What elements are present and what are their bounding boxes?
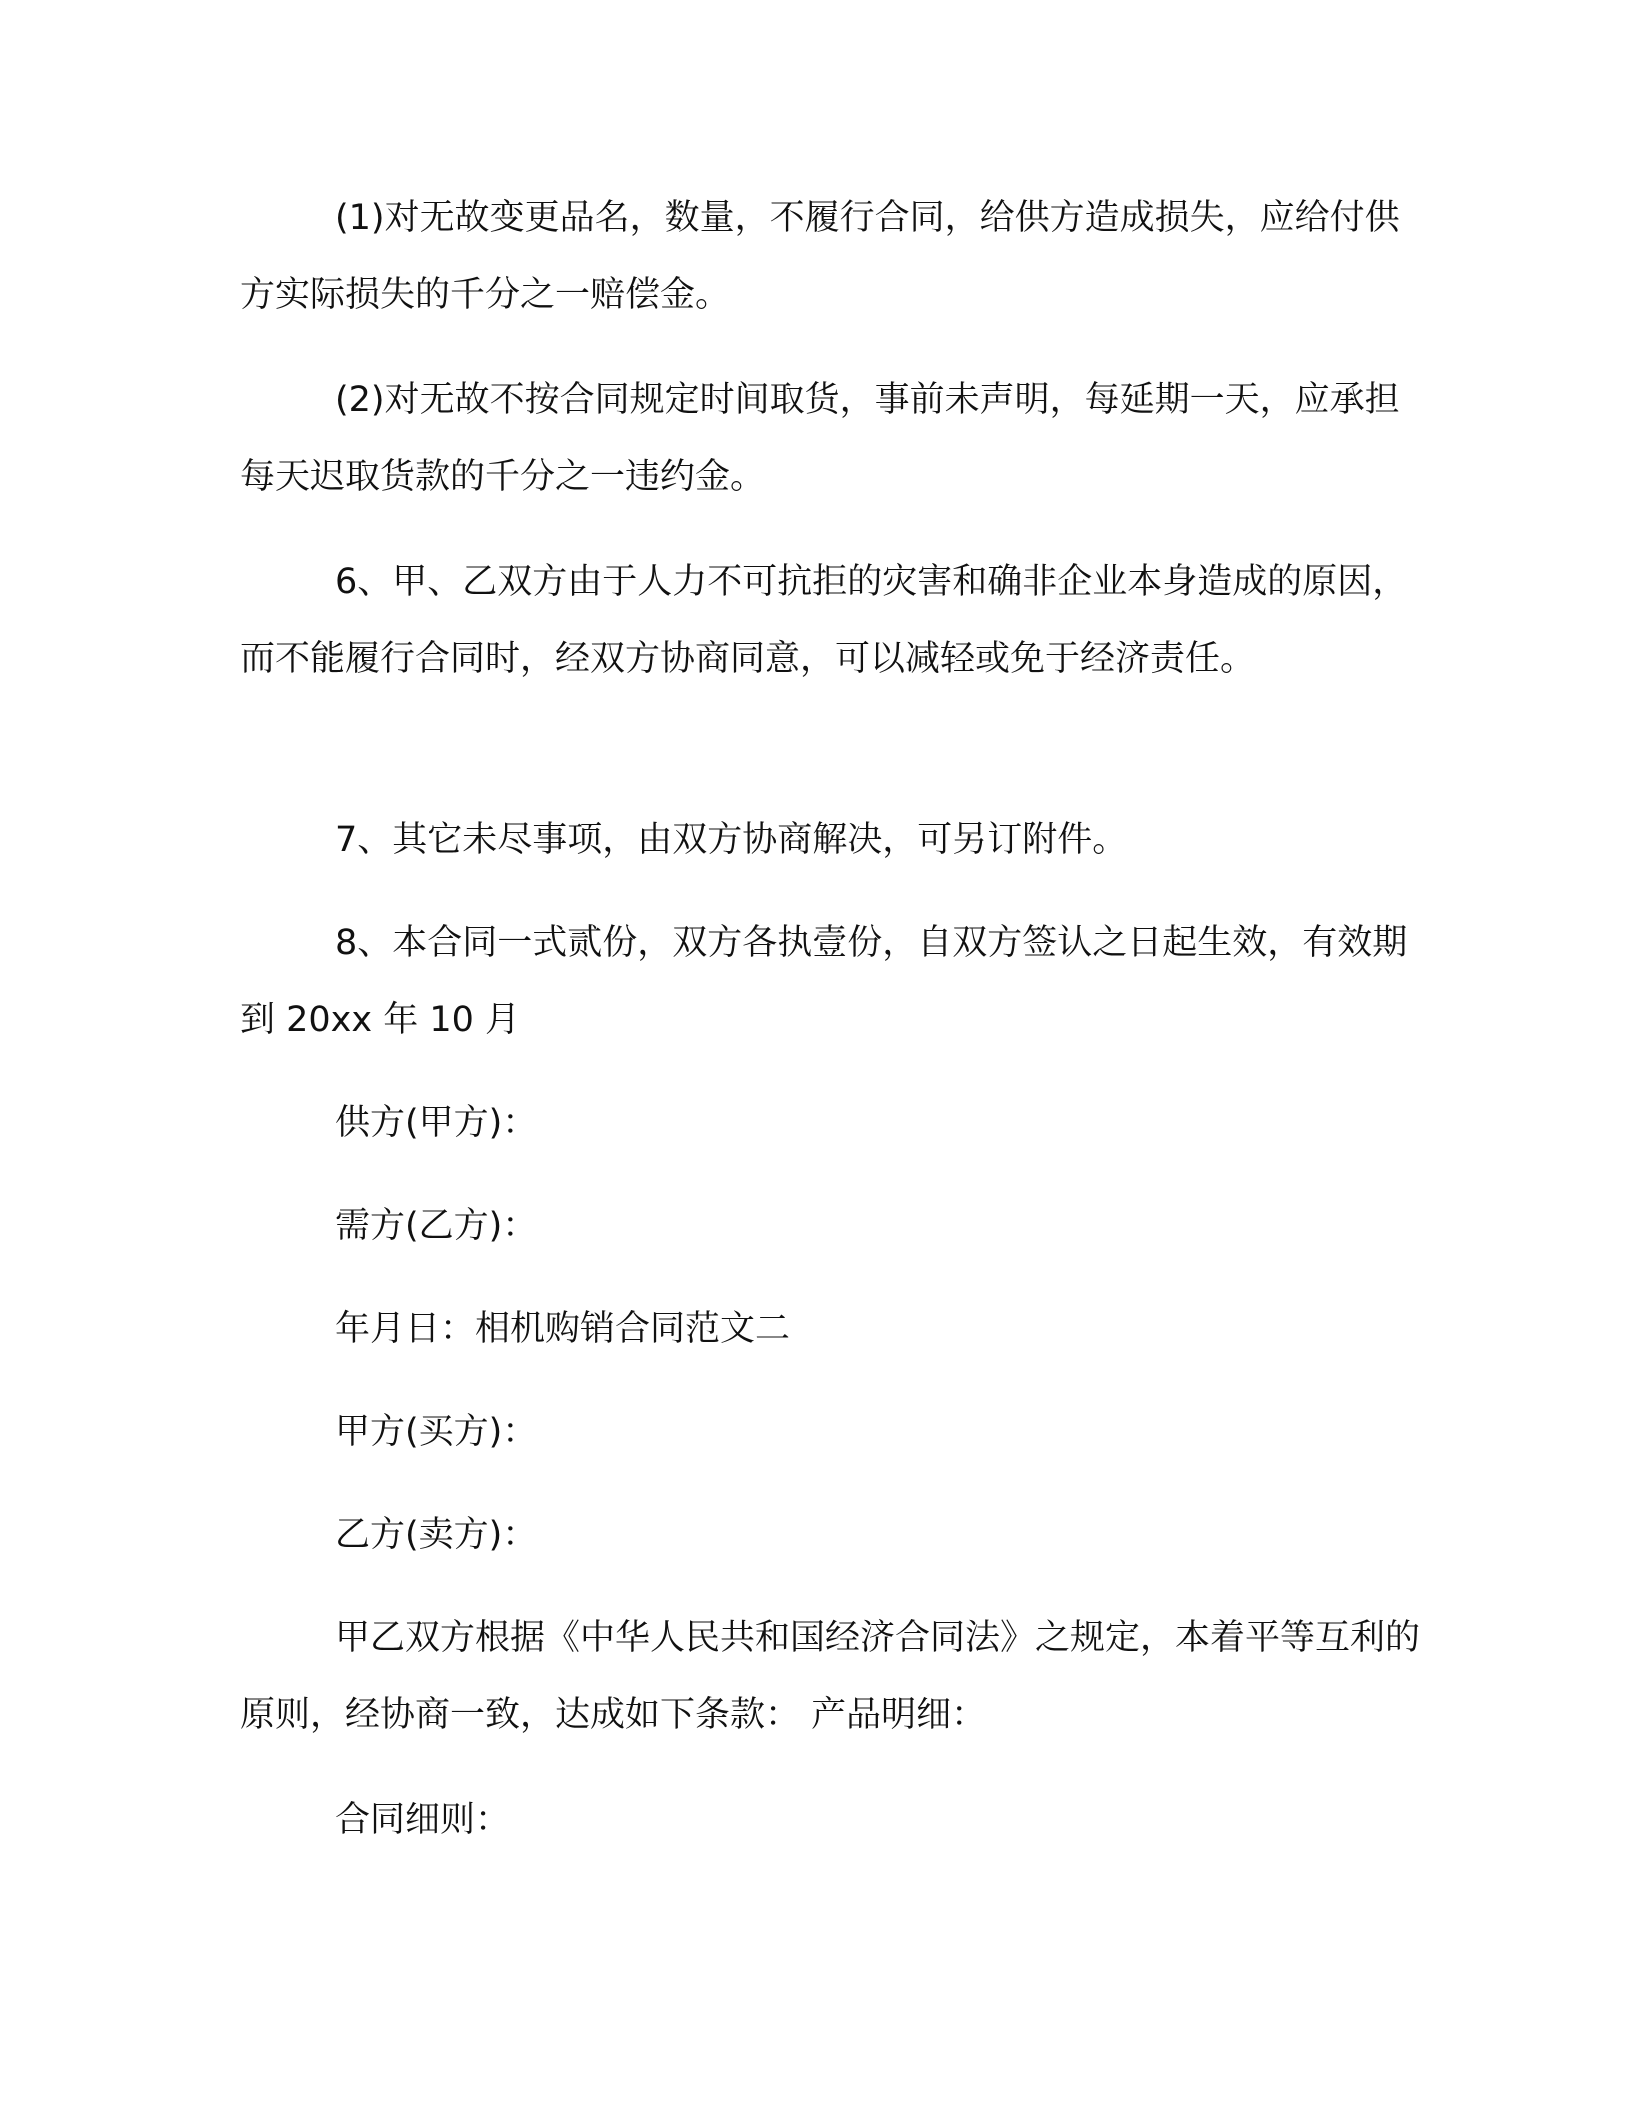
party-a-label: 甲方(买方)：	[335, 1412, 538, 1452]
buyer-label: 需方(乙方)：	[335, 1206, 538, 1246]
preamble-paragraph: 甲乙双方根据《中华人民共和国经济合同法》之规定，本着平等互利的原则，经协商一致，达成如下条款： 产品明细：	[240, 1618, 1421, 1735]
contract-details-label: 合同细则：	[335, 1800, 511, 1840]
clause-7-paragraph: 7、其它未尽事项，由双方协商解决，可另订附件。	[335, 820, 1128, 860]
clause-2-paragraph: (2)对无故不按合同规定时间取货，事前未声明，每延期一天，应承担每天迟取货款的千分之一违约金。	[240, 380, 1400, 497]
supplier-label: 供方(甲方)：	[335, 1103, 538, 1143]
party-b-label: 乙方(卖方)：	[335, 1515, 538, 1555]
clause-8-paragraph: 8、本合同一式贰份，双方各执壹份，自双方签认之日起生效，有效期到 20xx 年 10 月	[240, 923, 1408, 1040]
clause-6-paragraph: 6、甲、乙双方由于人力不可抗拒的灾害和确非企业本身造成的原因，而不能履行合同时，经双方协商同意，可以减轻或免于经济责任。	[240, 562, 1408, 679]
date-and-title-line: 年月日：相机购销合同范文二	[335, 1309, 791, 1349]
clause-1-paragraph: (1)对无故变更品名，数量，不履行合同，给供方造成损失，应给付供方实际损失的千分之一赔偿金。	[240, 198, 1400, 315]
